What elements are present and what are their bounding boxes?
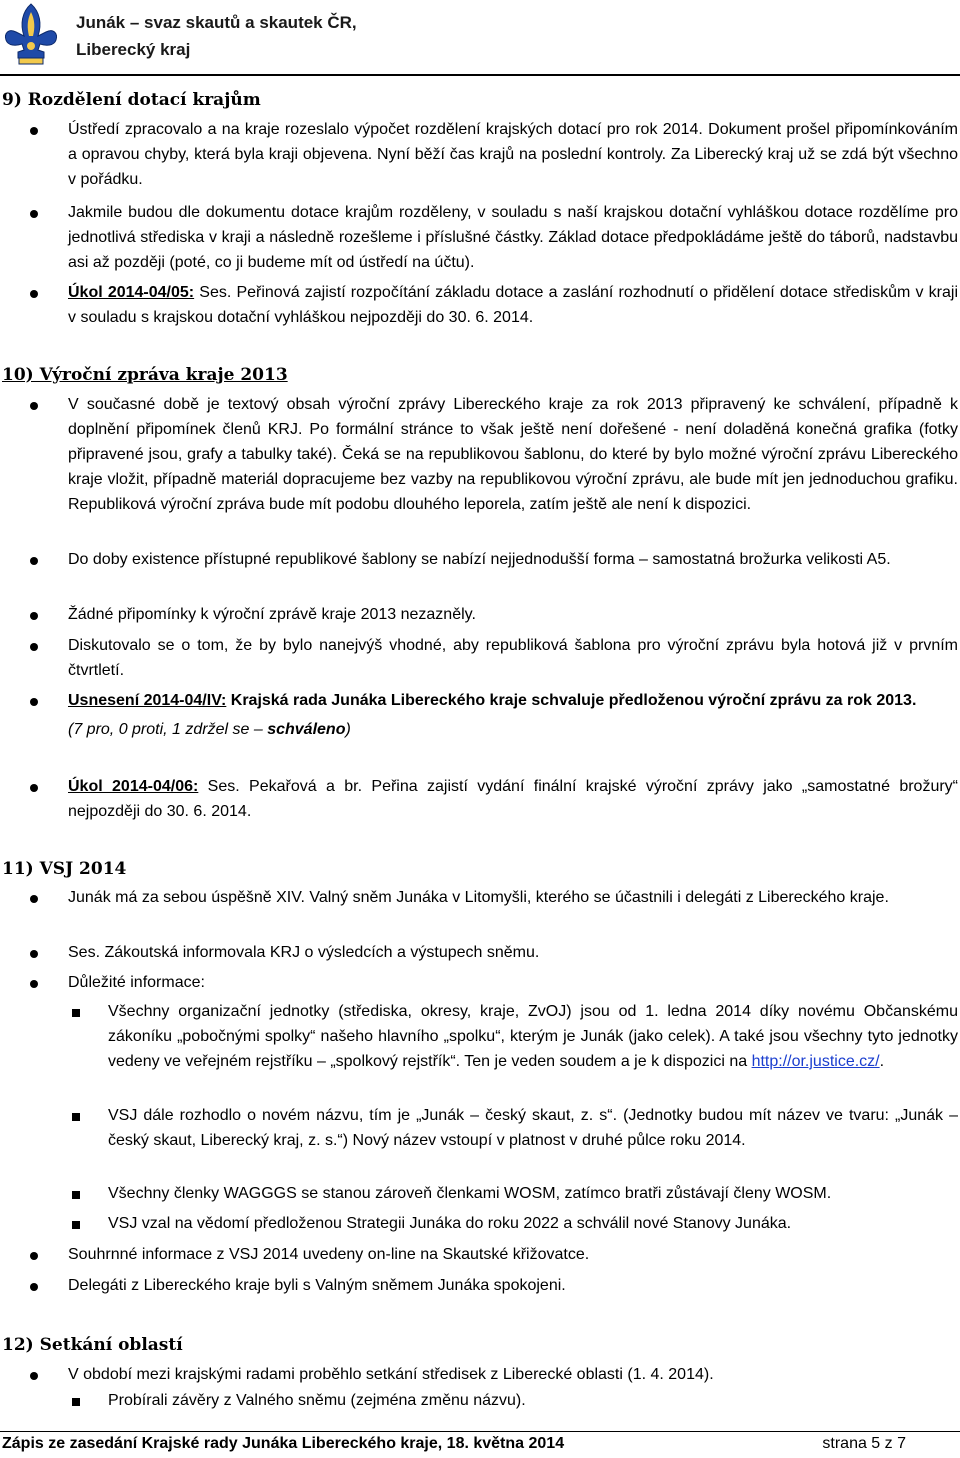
square-bullet-icon (72, 1398, 80, 1406)
s11-subitem-4: VSJ vzal na vědomí předloženou Strategii Junáka do roku 2022 a schválil nové Stanovy Junáka. (108, 1215, 792, 1232)
s11-item-4: Souhrnné informace z VSJ 2014 uvedeny on-line na Skautské křižovatce. (68, 1246, 590, 1263)
s9-item-1: Ústředí zpracovalo a na kraje rozeslalo výpočet rozdělení krajských dotací pro rok 2014. Dokument prošel připomínkováním a opravou chyby, která byla kraji objevena. Nyní běží čas krajů na poslední kontroly. Za Liberecký kraj už se zdá být všechno v pořádku. (68, 121, 958, 188)
vote-result: (7 pro, 0 proti, 1 zdržel se – schváleno) (68, 721, 351, 738)
s10-item-2: Do doby existence přístupné republikové šablony se nabízí nejjednodušší forma – samostatná brožurka velikosti A5. (68, 551, 891, 568)
square-bullet-icon (72, 1009, 80, 1017)
bullet-icon (30, 1283, 38, 1291)
s10-resolution: Usnesení 2014-04/IV: Krajská rada Junáka Libereckého kraje schvaluje předloženou výroční zprávu za rok 2013. (7 pro, 0 proti, 1 zdržel se – schváleno) (68, 688, 958, 742)
header-divider (0, 74, 960, 76)
bullet-icon (30, 1252, 38, 1260)
square-bullet-icon (72, 1113, 80, 1121)
bullet-icon (30, 127, 38, 135)
scout-lily-logo (2, 2, 60, 70)
bullet-icon (30, 643, 38, 651)
page-header (0, 0, 960, 72)
bullet-icon (30, 980, 38, 988)
s12-item-1: V období mezi krajskými radami proběhlo setkání středisek z Liberecké oblasti (1. 4. 2014). (68, 1366, 714, 1383)
footer-title: Zápis ze zasedání Krajské rady Junáka Libereckého kraje, 18. května 2014 (2, 1435, 565, 1452)
s11-subitem-2: VSJ dále rozhodlo o novém názvu, tím je „Junák – český skaut, z. s“. (Jednotky budou mít název ve tvaru: „Junák – český skaut, Liberecký kraj, z. s.“) Nový název vstoupí v platnost v druhé půlce roku 2014. (108, 1107, 958, 1149)
bullet-icon (30, 784, 38, 792)
resolution-label: Usnesení 2014-04/IV: (68, 692, 227, 709)
justice-link[interactable]: http://or.justice.cz/ (751, 1053, 880, 1070)
s11-item-1: Junák má za sebou úspěšně XIV. Valný sněm Junáka v Litomyšli, kterého se účastnili i delegáti z Libereckého kraje. (68, 889, 889, 906)
s11-item-2: Ses. Zákoutská informovala KRJ o výsledcích a výstupech sněmu. (68, 944, 540, 961)
bullet-icon (30, 950, 38, 958)
org-line-2: Liberecký kraj (76, 40, 191, 59)
s12-subitem-1: Probírali závěry z Valného sněmu (zejména změnu názvu). (108, 1392, 526, 1409)
page-number: strana 5 z 7 (822, 1435, 906, 1452)
org-line-1: Junák – svaz skautů a skautek ČR, (76, 13, 357, 32)
s11-subitem-3: Všechny členky WAGGGS se stanou zároveň členkami WOSM, zatímco bratři zůstávají členy WOSM. (108, 1185, 832, 1202)
s10-item-4: Diskutovalo se o tom, že by bylo nanejvýš vhodné, aby republiková šablona pro výroční zprávu byla hotová již v prvním čtvrtletí. (68, 637, 958, 679)
bullet-icon (30, 290, 38, 298)
bullet-icon (30, 557, 38, 565)
s11-item-5: Delegáti z Libereckého kraje byli s Valným sněmem Junáka spokojeni. (68, 1277, 566, 1294)
bullet-icon (30, 895, 38, 903)
s9-item-2: Jakmile budou dle dokumentu dotace krajům rozděleny, v souladu s naší krajskou dotační vyhláškou dotace rozdělíme pro jednotlivá střediska v kraji a následně rozešleme i příslušné částky. Základ dotace předpokládáme ještě do táborů, nadstavbu asi až později (poté, co ji budeme mít od ústředí na účtu). (68, 204, 958, 271)
s10-item-1: V současné době je textový obsah výroční zprávy Libereckého kraje za rok 2013 připravený ke schválení, případně k doplnění připomínek členů KRJ. Po formální stránce to však ještě není dořešené - není doladěná konečná grafika (fotky připravené jsou, grafy a tabulky také). Čeká se na republikovou šablonu, do které by bylo možné výroční zprávu Libereckého kraje vložit, případně materiál dopracujeme bez vazby na republikovou výroční zprávu, ale bude mít jen jednoduchou grafiku. Republiková výroční zpráva bude mít podobu dlouhého leporela, zatím ještě ale není k dispozici. (68, 396, 958, 513)
footer-divider (0, 1431, 960, 1432)
bullet-icon (30, 698, 38, 706)
organization-name (76, 9, 357, 63)
task-label: Úkol 2014-04/05: (68, 284, 195, 301)
task-label: Úkol 2014-04/06: (68, 778, 199, 795)
section-11-title: 11) VSJ 2014 (2, 859, 127, 879)
section-12-title: 12) Setkání oblastí (2, 1335, 183, 1355)
bullet-icon (30, 210, 38, 218)
bullet-icon (30, 612, 38, 620)
s10-task: Úkol 2014-04/06: Ses. Pekařová a br. Peřina zajistí vydání finální krajské výroční zprávy jako „samostatné brožury“ nejpozději do 30. 6. 2014. (68, 778, 959, 820)
s10-item-3: Žádné připomínky k výroční zprávě kraje 2013 nezazněly. (68, 606, 476, 623)
bullet-icon (30, 1372, 38, 1380)
bullet-icon (30, 402, 38, 410)
s9-task: Úkol 2014-04/05: Ses. Peřinová zajistí rozpočítání základu dotace a zaslání rozhodnutí o přidělení dotace střediskům v kraji v souladu s krajskou dotační vyhláškou nejpozději do 30. 6. 2014. (68, 284, 959, 326)
section-9-title: 9) Rozdělení dotací krajům (2, 90, 261, 110)
s11-item-3: Důležité informace: (68, 974, 205, 991)
square-bullet-icon (72, 1221, 80, 1229)
square-bullet-icon (72, 1191, 80, 1199)
s11-subitem-1: Všechny organizační jednotky (střediska, okresy, kraje, ZvOJ) jsou od 1. ledna 2014 díky novému Občanskému zákoníku „pobočnými spolky“ našeho hlavního „spolku“, kterým je Junák (jako celek). A také jsou všechny tyto jednotky vedeny ve veřejném rejstříku – „spolkový rejstřík“. Ten je veden soudem a je k dispozici na http://or.justice.cz/. (108, 1003, 958, 1070)
section-10-title: 10) Výroční zpráva kraje 2013 (2, 365, 288, 385)
